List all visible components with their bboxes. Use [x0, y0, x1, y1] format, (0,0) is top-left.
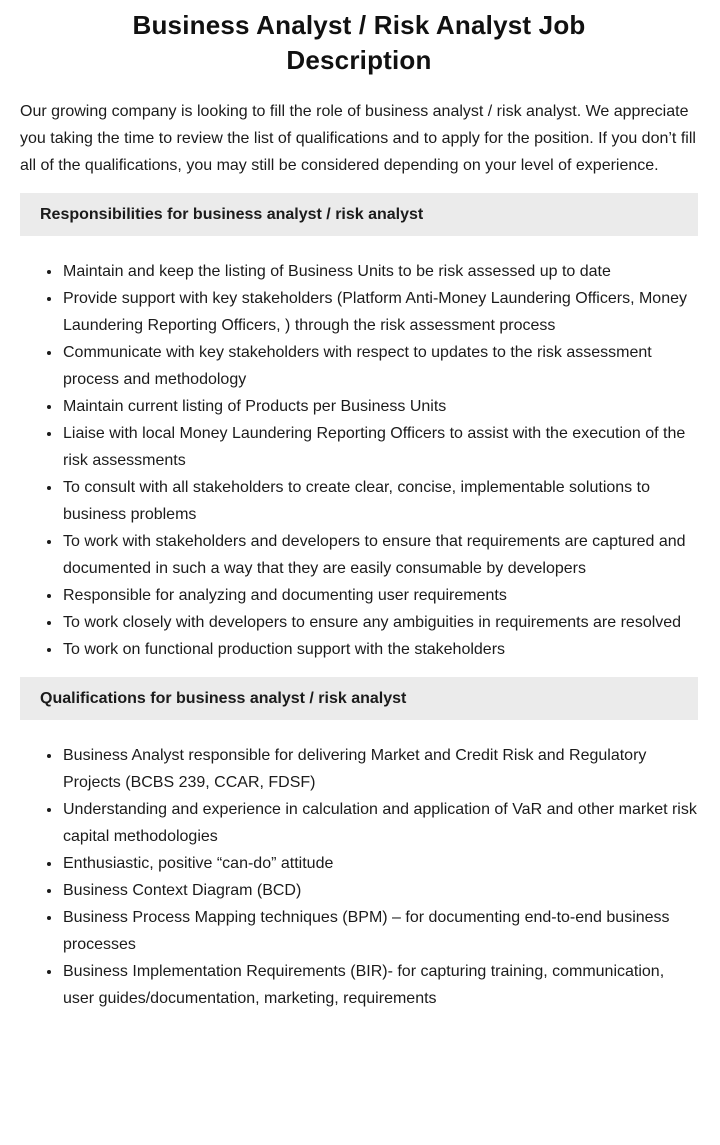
list-item: • Business Analyst responsible for delivering Market and Credit Risk and Regulatory Projects (BCBS 239, CCAR, FDSF) — [62, 742, 698, 796]
intro-paragraph: Our growing company is looking to fill the role of business analyst / risk analyst. We appreciate you taking the time to review the list of qualifications and to apply for the position. If you don’t fill all of the qualifications, you may still be considered depending on your level of experience. — [20, 103, 696, 174]
list-item: • To work with stakeholders and developers to ensure that requirements are captured and documented in such a way that they are easily consumable by developers — [62, 528, 698, 582]
qualifications-list — [20, 742, 698, 1012]
list-item: • To work on functional production support with the stakeholders — [62, 636, 698, 663]
list-item: • Responsible for analyzing and documenting user requirements — [62, 582, 698, 609]
section-qualifications — [20, 677, 698, 1012]
responsibilities-list — [20, 258, 698, 663]
page-title: Business Analyst / Risk Analyst Job Description — [132, 10, 586, 75]
list-item: • Maintain current listing of Products per Business Units — [62, 393, 698, 420]
list-item: • To consult with all stakeholders to create clear, concise, implementable solutions to business problems — [62, 474, 698, 528]
list-item: • Understanding and experience in calculation and application of VaR and other market risk capital methodologies — [62, 796, 698, 850]
section-responsibilities — [20, 193, 698, 663]
list-item: • Maintain and keep the listing of Business Units to be risk assessed up to date — [62, 258, 698, 285]
list-item: • To work closely with developers to ensure any ambiguities in requirements are resolved — [62, 609, 698, 636]
list-item: • Business Process Mapping techniques (BPM) – for documenting end-to-end business processes — [62, 904, 698, 958]
responsibilities-section-header: Responsibilities for business analyst / risk analyst — [20, 193, 698, 236]
qualifications-section-header: Qualifications for business analyst / risk analyst — [20, 677, 698, 720]
list-item: • Business Context Diagram (BCD) — [62, 877, 698, 904]
list-item: • Enthusiastic, positive “can-do” attitude — [62, 850, 698, 877]
list-item: • Provide support with key stakeholders (Platform Anti-Money Laundering Officers, Money Laundering Reporting Officers, ) through the risk assessment process — [62, 285, 698, 339]
list-item: • Communicate with key stakeholders with respect to updates to the risk assessment process and methodology — [62, 339, 698, 393]
list-item: • Liaise with local Money Laundering Reporting Officers to assist with the execution of the risk assessments — [62, 420, 698, 474]
list-item: • Business Implementation Requirements (BIR)- for capturing training, communication, user guides/documentation, marketing, requirements — [62, 958, 698, 1012]
